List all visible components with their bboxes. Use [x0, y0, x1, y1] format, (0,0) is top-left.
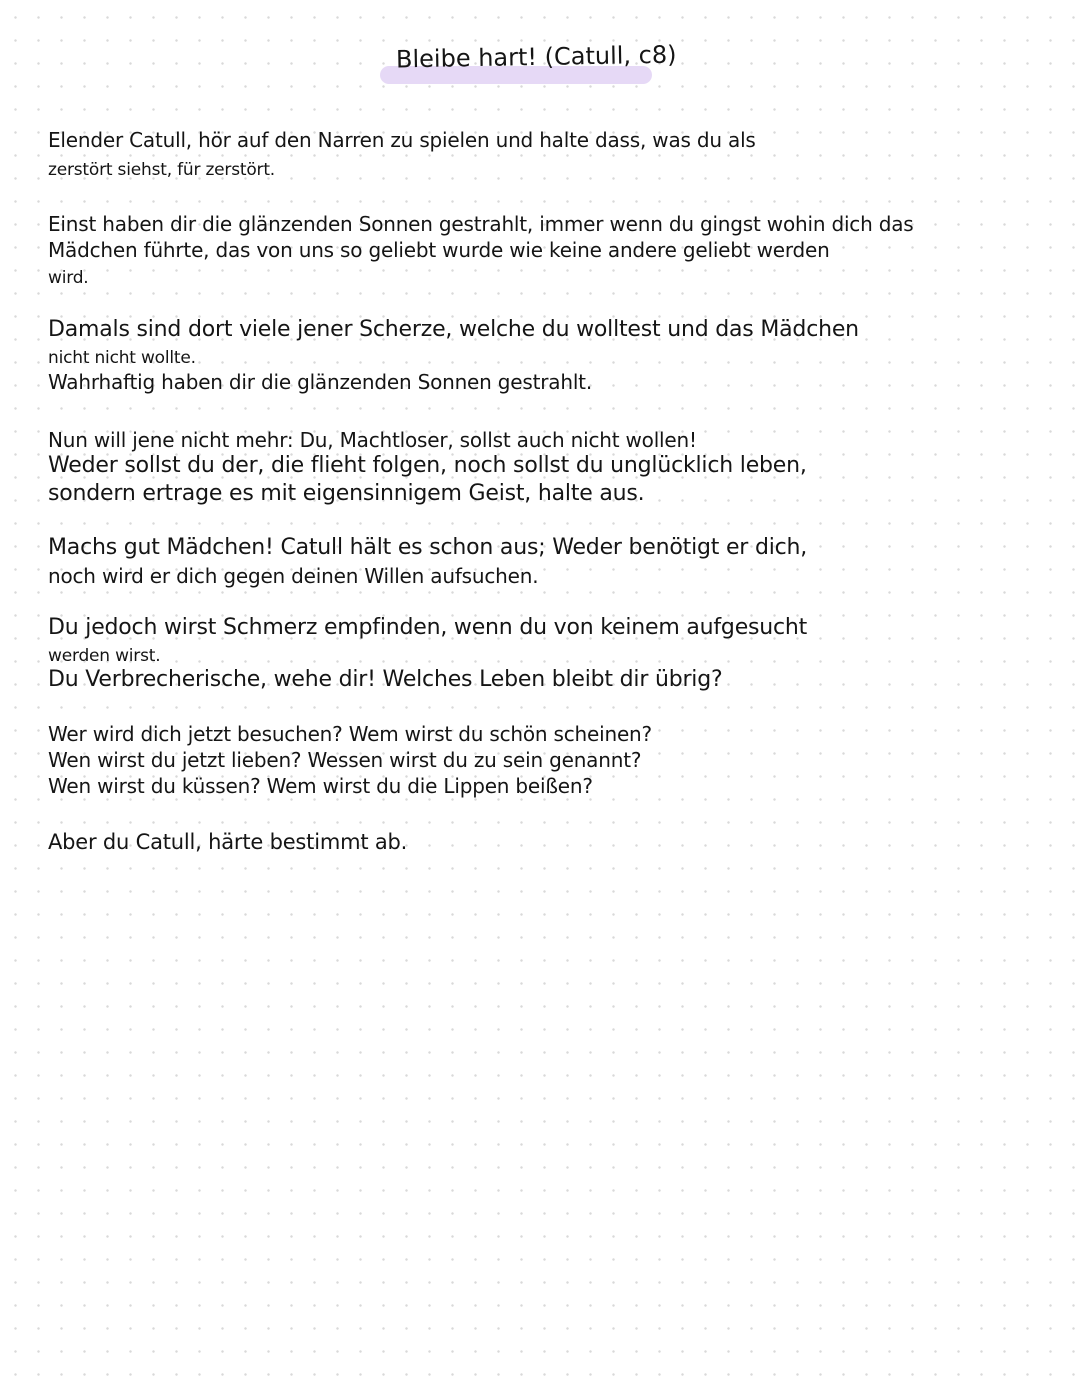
- text-line: Einst haben dir die glänzenden Sonnen gestrahlt, immer wenn du gingst wohin dich das: [48, 212, 914, 236]
- text-line: sondern ertrage es mit eigensinnigem Geist, halte aus.: [48, 481, 645, 506]
- text-line: Machs gut Mädchen! Catull hält es schon aus; Weder benötigt er dich,: [48, 535, 808, 560]
- text-line: Damals sind dort viele jener Scherze, welche du wolltest und das Mädchen: [48, 317, 859, 342]
- text-line: wird.: [48, 268, 89, 288]
- text-line: Aber du Catull, härte bestimmt ab.: [48, 830, 408, 854]
- text-line: Du jedoch wirst Schmerz empfinden, wenn du von keinem aufgesucht: [48, 615, 808, 640]
- title-block: [380, 38, 677, 86]
- text-line: Mädchen führte, das von uns so geliebt wurde wie keine andere geliebt werden: [48, 238, 830, 262]
- text-line: Wer wird dich jetzt besuchen? Wem wirst du schön scheinen?: [48, 722, 652, 746]
- text-line: Nun will jene nicht mehr: Du, Machtloser, sollst auch nicht wollen!: [48, 428, 697, 452]
- page-title: Bleibe hart! (Catull, c8): [395, 40, 677, 74]
- text-line: Wen wirst du küssen? Wem wirst du die Lippen beißen?: [48, 774, 593, 798]
- text-line: werden wirst.: [48, 646, 161, 666]
- text-line: Wen wirst du jetzt lieben? Wessen wirst du zu sein genannt?: [48, 748, 642, 772]
- text-line: noch wird er dich gegen deinen Willen aufsuchen.: [48, 564, 539, 588]
- text-line: Elender Catull, hör auf den Narren zu spielen und halte dass, was du als: [48, 128, 756, 152]
- text-line: zerstört siehst, für zerstört.: [48, 160, 276, 180]
- text-line: Du Verbrecherische, wehe dir! Welches Leben bleibt dir übrig?: [48, 667, 723, 692]
- text-line: Wahrhaftig haben dir die glänzenden Sonnen gestrahlt.: [48, 370, 592, 394]
- text-line: Weder sollst du der, die flieht folgen, noch sollst du unglücklich leben,: [48, 453, 807, 478]
- text-line: nicht nicht wollte.: [48, 348, 196, 368]
